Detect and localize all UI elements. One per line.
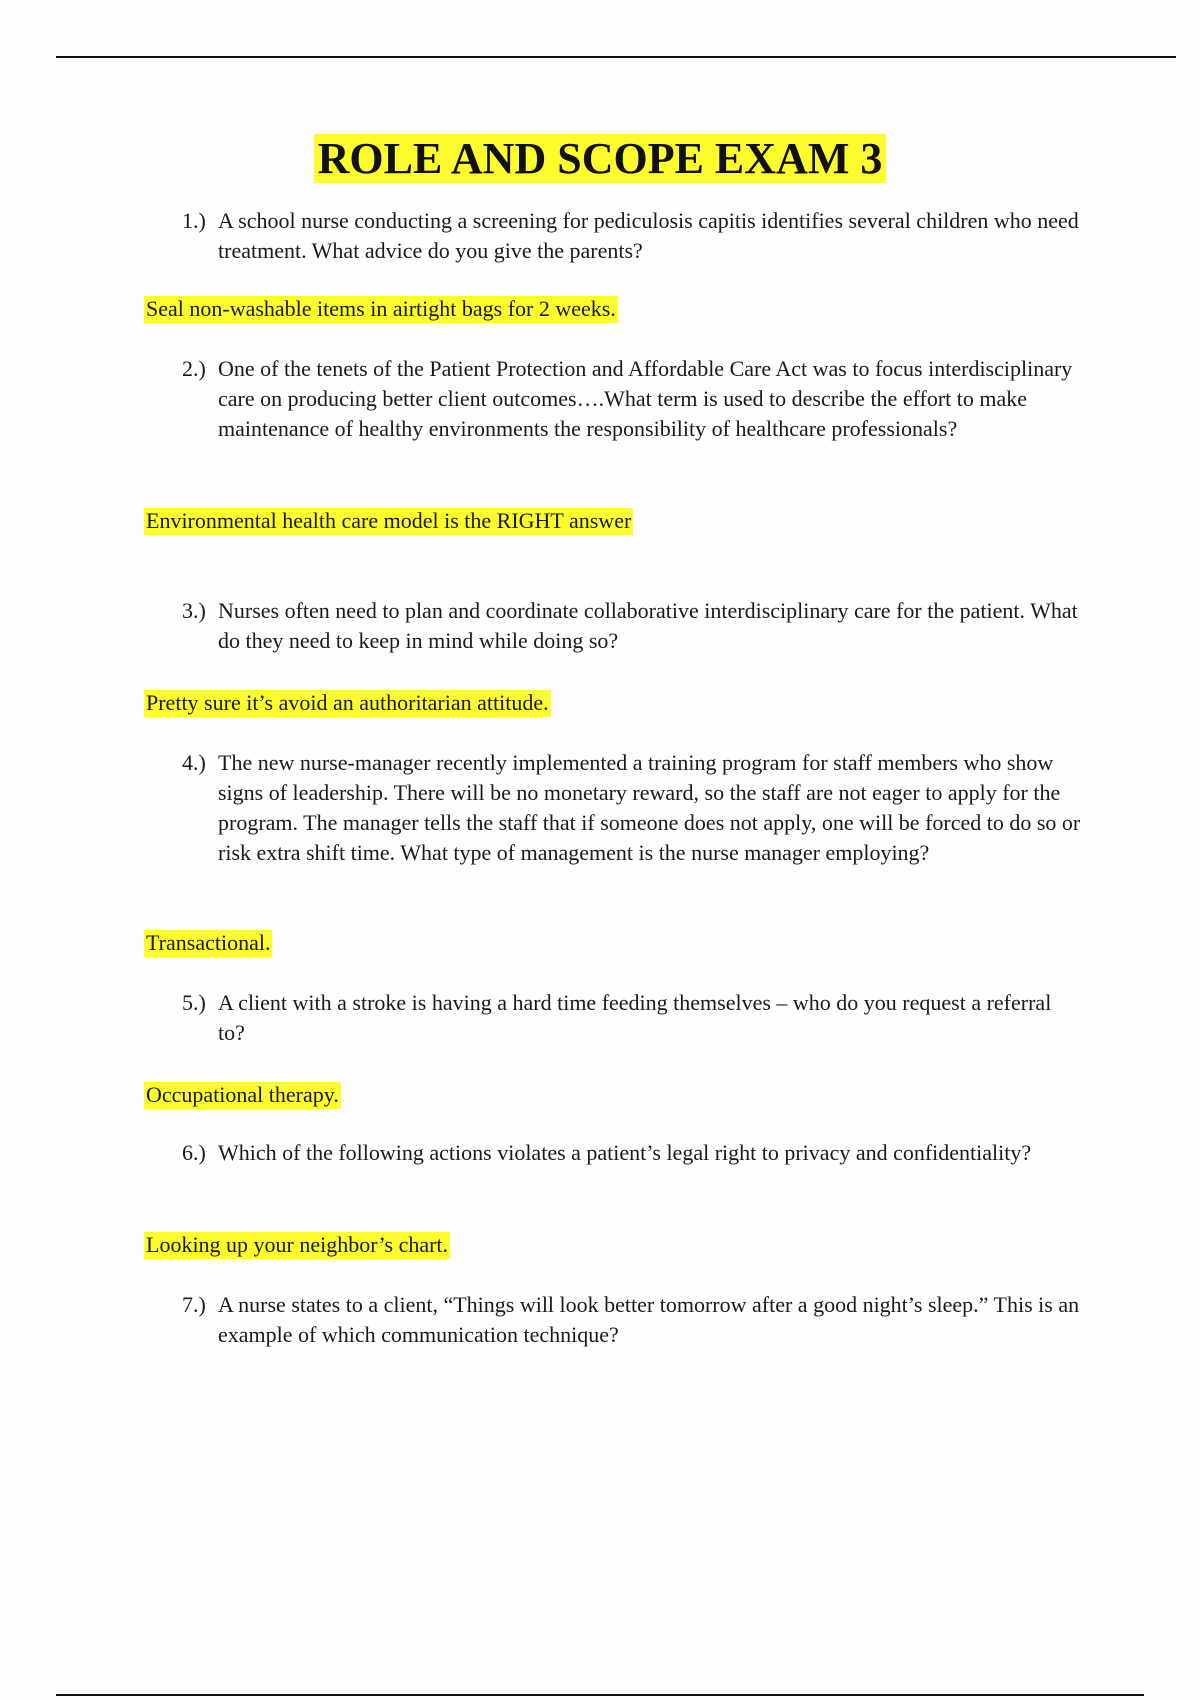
question-text: The new nurse-manager recently implemented a training program for staff members who show signs of leadership. There will be no monetary reward, so the staff are not eager to apply for the program. The manager tells the staff that if someone does not apply, one will be forced to do so or risk extra shift time. What type of management is the nurse manager employing? [218, 750, 1081, 865]
answer-2 [144, 506, 633, 536]
page-title-text: ROLE AND SCOPE EXAM 3 [314, 134, 887, 183]
question-7 [182, 1290, 1082, 1350]
header-rule [56, 56, 1176, 58]
question-number: 7.) [182, 1292, 206, 1317]
question-5 [182, 988, 1082, 1048]
answer-text: Transactional. [146, 930, 271, 955]
answer-text: Pretty sure it’s avoid an authoritarian attitude. [146, 690, 549, 715]
question-number: 6.) [182, 1140, 206, 1165]
question-text: A school nurse conducting a screening for pediculosis capitis identifies several children who need treatment. What advice do you give the parents? [218, 208, 1079, 263]
question-6 [182, 1138, 1082, 1168]
answer-text: Environmental health care model is the RIGHT answer [146, 508, 632, 533]
question-2 [182, 354, 1082, 444]
question-1 [182, 206, 1082, 266]
question-number: 1.) [182, 208, 206, 233]
question-4 [182, 748, 1082, 868]
answer-text: Looking up your neighbor’s chart. [146, 1232, 449, 1257]
question-text: A nurse states to a client, “Things will look better tomorrow after a good night’s sleep.” This is an example of which communication technique? [218, 1292, 1080, 1347]
question-number: 4.) [182, 750, 206, 775]
question-text: Nurses often need to plan and coordinate collaborative interdisciplinary care for the patient. What do they need to keep in mind while doing so? [218, 598, 1078, 653]
question-text: A client with a stroke is having a hard time feeding themselves – who do you request a referral to? [218, 990, 1052, 1045]
answer-5 [144, 1080, 341, 1110]
question-number: 3.) [182, 598, 206, 623]
answer-text: Occupational therapy. [146, 1082, 339, 1107]
answer-3 [144, 688, 551, 718]
answer-1 [144, 294, 618, 324]
answer-6 [144, 1230, 450, 1260]
answer-text: Seal non-washable items in airtight bags for 2 weeks. [146, 296, 616, 321]
question-number: 2.) [182, 356, 206, 381]
question-text: One of the tenets of the Patient Protection and Affordable Care Act was to focus interdisciplinary care on producing better client outcomes….What term is used to describe the effort to make maintenance of healthy environments the responsibility of healthcare professionals? [218, 356, 1073, 441]
footer-rule [56, 1694, 1144, 1696]
question-number: 5.) [182, 990, 206, 1015]
answer-4 [144, 928, 272, 958]
question-text: Which of the following actions violates a patient’s legal right to privacy and confidentiality? [218, 1140, 1032, 1165]
page-title [0, 132, 1200, 186]
question-3 [182, 596, 1082, 656]
